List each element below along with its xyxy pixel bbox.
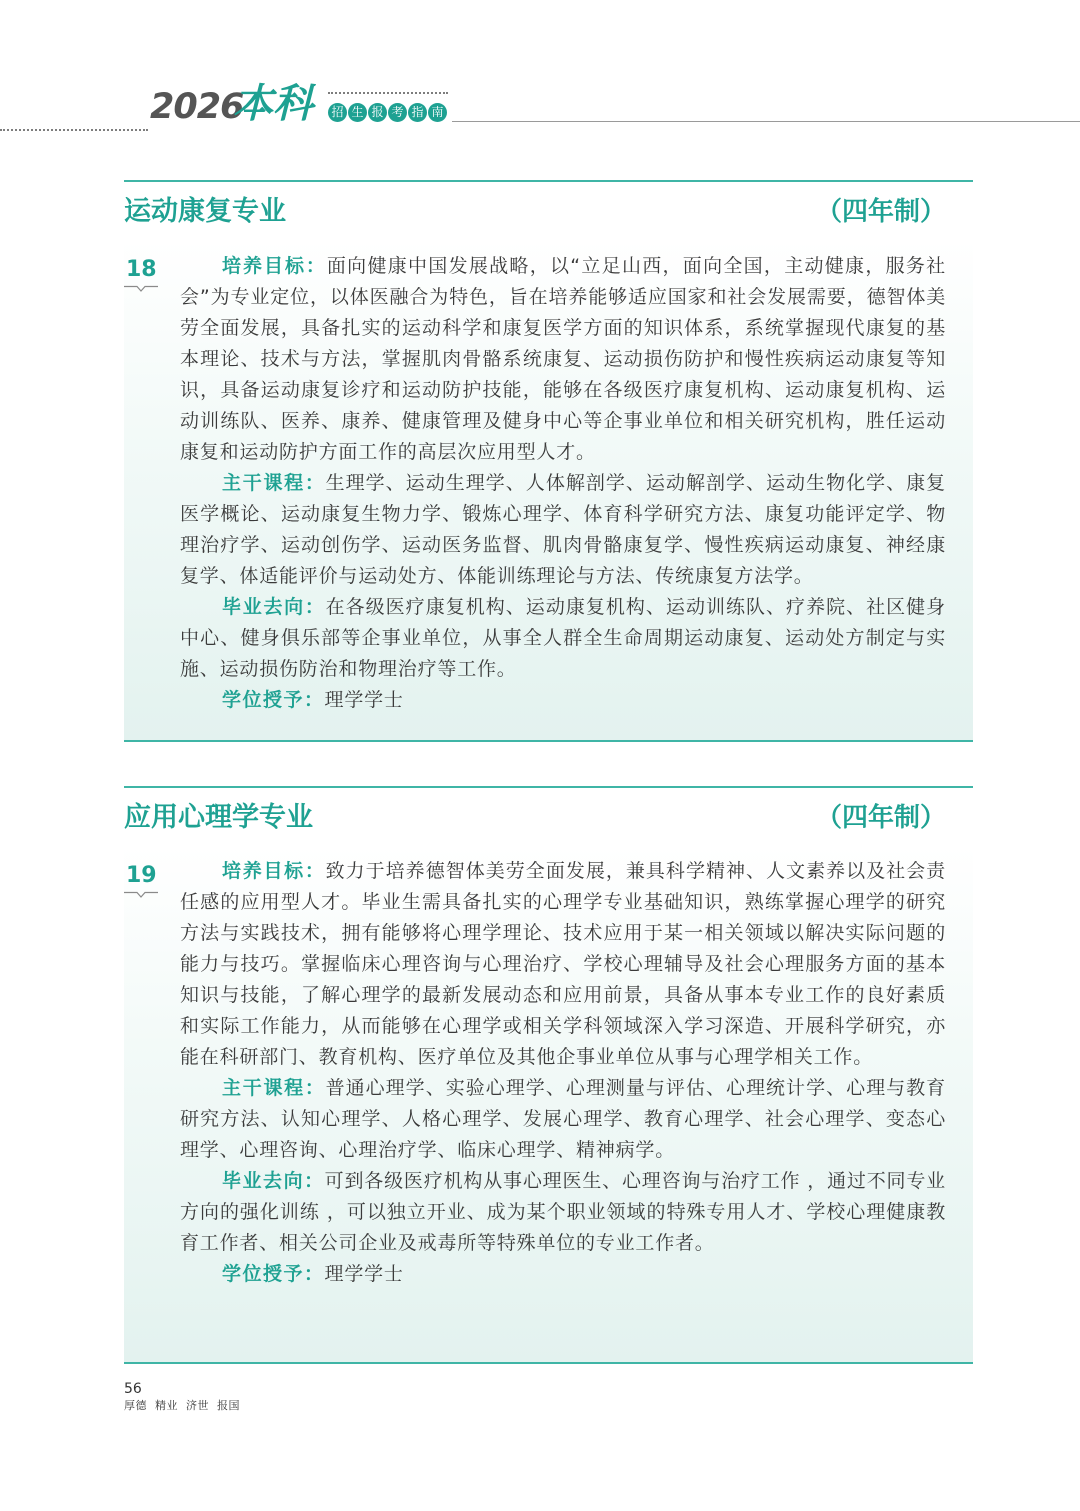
paragraph-label: 主干课程： — [222, 472, 326, 494]
paragraph-label: 培养目标： — [222, 255, 327, 277]
paragraph-label: 毕业去向： — [222, 596, 326, 618]
paragraph-text: 生理学、运动生理学、人体解剖学、运动解剖学、运动生物化学、康复医学概论、运动康复生物力学、锻炼心理学、体育科学研究方法、康复功能评定学、物理治疗学、运动创伤学、运动医务监督、肌肉骨骼康复学、慢性疾病运动康复、神经康复学、体适能评价与运动处方、体能训练理论与方法、传统康复方法学。 — [180, 472, 946, 587]
paragraph-training-goal — [180, 856, 946, 1073]
section-number-marker — [124, 863, 158, 899]
guide-char-badge: 生 — [348, 103, 367, 122]
paragraph-text: 面向健康中国发展战略，以“立足山西，面向全国，主动健康，服务社会”为专业定位，以体医融合为特色，旨在培养能够适应国家和社会发展需要，德智体美劳全面发展，具备扎实的运动科学和康复医学方面的知识体系，系统掌握现代康复的基本理论、技术与方法，掌握肌肉骨骼系统康复、运动损伤防护和慢性疾病运动康复等知识，具备运动康复诊疗和运动防护技能，能够在各级医疗康复机构、运动康复机构、运动训练队、医养、康养、健康管理及健身中心等企事业单位和相关研究机构，胜任运动康复和运动防护方面工作的高层次应用型人才。 — [180, 255, 946, 463]
section-top-rule — [124, 180, 973, 182]
header-dotted-line-left — [0, 129, 148, 131]
guide-char-badge: 指 — [408, 103, 427, 122]
paragraph-degree — [180, 1259, 946, 1290]
chevron-underline-icon — [124, 285, 158, 293]
section-body — [180, 251, 946, 716]
paragraph-label: 毕业去向： — [222, 1170, 325, 1192]
guide-char-badge: 报 — [368, 103, 387, 122]
guide-char-badge: 招 — [328, 103, 347, 122]
header-guide-badges — [328, 103, 447, 122]
paragraph-label: 主干课程： — [222, 1077, 326, 1099]
header-dotted-line-top — [328, 92, 448, 94]
paragraph-label: 培养目标： — [222, 860, 326, 882]
section-duration: （四年制） — [815, 803, 946, 833]
paragraph-text: 可到各级医疗机构从事心理医生、心理咨询与治疗工作 ，通过不同专业方向的强化训练 ，可以独立开业、成为某个职业领域的特殊专用人才、学校心理健康教育工作者、相关公司企业及戒毒所等特殊单位的专业工作者。 — [180, 1170, 946, 1254]
paragraph-text: 理学学士 — [324, 689, 404, 711]
paragraph-text: 在各级医疗康复机构、运动康复机构、运动训练队、疗养院、社区健身中心、健身俱乐部等企事业单位，从事全人群全生命周期运动康复、运动处方制定与实施、运动损伤防治和物理治疗等工作。 — [180, 596, 946, 680]
paragraph-text: 普通心理学、实验心理学、心理测量与评估、心理统计学、心理与教育研究方法、认知心理学、人格心理学、发展心理学、教育心理学、社会心理学、变态心理学、心理咨询、心理治疗学、临床心理学、精神病学。 — [180, 1077, 946, 1161]
paragraph-label: 学位授予： — [222, 689, 325, 711]
header-level-title: 本科 — [233, 81, 313, 127]
header-year: 2026 — [150, 87, 244, 127]
paragraph-career-paths — [180, 1166, 946, 1259]
section-number: 18 — [126, 257, 157, 282]
paragraph-training-goal — [180, 251, 946, 468]
header-rule — [452, 121, 1080, 122]
guide-char-badge: 南 — [428, 103, 447, 122]
paragraph-core-courses — [180, 468, 946, 592]
paragraph-career-paths — [180, 592, 946, 685]
guide-char-badge: 考 — [388, 103, 407, 122]
paragraph-text: 致力于培养德智体美劳全面发展，兼具科学精神、人文素养以及社会责任感的应用型人才。毕业生需具备扎实的心理学专业基础知识，熟练掌握心理学的研究方法与实践技术，拥有能够将心理学理论、技术应用于某一相关领域以解决实际问题的能力与技巧。掌握临床心理咨询与心理治疗、学校心理辅导及社会心理服务方面的基本知识与技能，了解心理学的最新发展动态和应用前景，具备从事本专业工作的良好素质和实际工作能力，从而能够在心理学或相关学科领域深入学习深造、开展科学研究，亦能在科研部门、教育机构、医疗单位及其他企事业单位从事与心理学相关工作。 — [180, 860, 946, 1068]
footer-motto: 厚德 精业 济世 报国 — [124, 1399, 240, 1412]
footer-page-number: 56 — [124, 1381, 142, 1397]
paragraph-degree — [180, 685, 946, 716]
paragraph-label: 学位授予： — [222, 1263, 325, 1285]
paragraph-text: 理学学士 — [324, 1263, 404, 1285]
paragraph-core-courses — [180, 1073, 946, 1166]
section-top-rule — [124, 786, 973, 788]
section-number-marker — [124, 257, 158, 293]
section-title: 运动康复专业 — [124, 196, 286, 227]
section-number: 19 — [126, 863, 157, 888]
chevron-underline-icon — [124, 891, 158, 899]
section-body — [180, 856, 946, 1290]
section-duration: （四年制） — [815, 197, 946, 227]
section-title: 应用心理学专业 — [124, 802, 313, 833]
